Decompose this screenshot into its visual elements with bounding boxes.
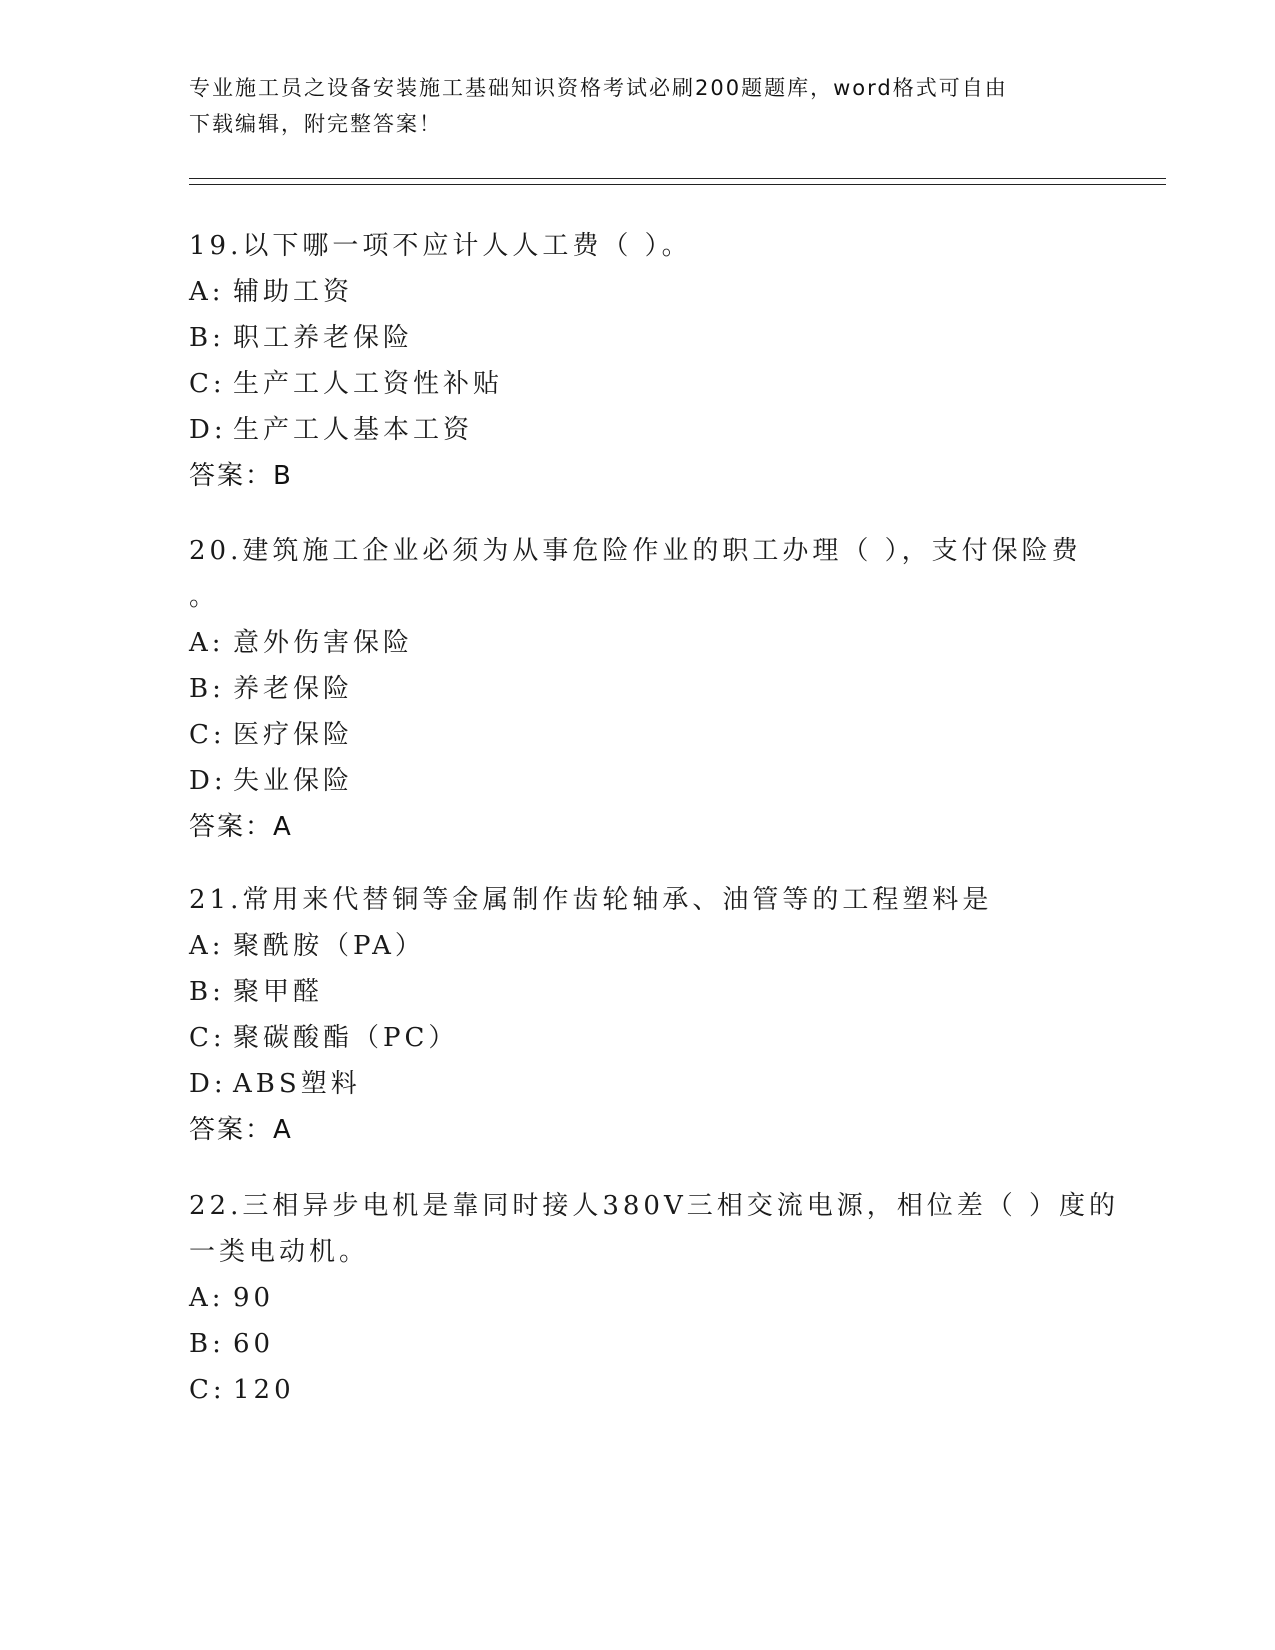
option-b: [189, 969, 1089, 1015]
option-text: 生产工人基本工资: [233, 415, 474, 445]
header-divider-bottom: [189, 184, 1166, 185]
option-c: [189, 361, 1089, 407]
header-line-2: 下载编辑，附完整答案！: [189, 112, 442, 136]
option-letter: D:: [189, 1069, 227, 1099]
option-text: 120: [233, 1375, 295, 1405]
option-letter: B:: [189, 977, 225, 1007]
option-text: 聚碳酸酯（PC）: [233, 1023, 459, 1053]
option-c: [189, 1015, 1089, 1061]
option-text: 聚甲醛: [233, 977, 324, 1007]
question-stem: 21.常用来代替铜等金属制作齿轮轴承、油管等的工程塑料是: [189, 885, 993, 915]
option-text: 养老保险: [233, 674, 354, 704]
option-letter: C:: [189, 1023, 226, 1053]
option-c: [189, 1367, 1089, 1413]
option-a: [189, 269, 1089, 315]
option-text: 医疗保险: [233, 720, 354, 750]
option-letter: A:: [189, 931, 225, 961]
option-letter: C:: [189, 369, 226, 399]
option-text: 60: [233, 1329, 275, 1359]
question-stem: 20.建筑施工企业必须为从事危险作业的职工办理（ ），支付保险费: [189, 536, 1082, 566]
option-text: ABS塑料: [233, 1069, 361, 1099]
option-letter: A:: [189, 277, 225, 307]
header-line-1: 专业施工员之设备安装施工基础知识资格考试必刷200题题库，word格式可自由: [189, 76, 1008, 100]
option-text: 意外伤害保险: [233, 628, 414, 658]
option-c: [189, 712, 1089, 758]
option-b: [189, 666, 1089, 712]
option-b: [189, 1321, 1089, 1367]
question-20: [189, 528, 1089, 850]
option-letter: C:: [189, 720, 226, 750]
option-letter: B:: [189, 674, 225, 704]
option-d: [189, 758, 1089, 804]
question-stem: 19.以下哪一项不应计人人工费（ ）。: [189, 231, 692, 261]
question-stem-continuation: 一类电动机。: [189, 1237, 370, 1267]
question-22: [189, 1183, 1120, 1413]
document-header: [189, 70, 1089, 142]
option-d: [189, 407, 1089, 453]
option-text: 职工养老保险: [233, 323, 414, 353]
question-stem: 22.三相异步电机是靠同时接人380V三相交流电源，相位差（ ）度的: [189, 1191, 1120, 1221]
option-a: [189, 1275, 1089, 1321]
option-letter: B:: [189, 1329, 225, 1359]
answer: 答案：A: [189, 1115, 293, 1145]
option-text: 生产工人工资性补贴: [233, 369, 504, 399]
answer: 答案：B: [189, 461, 293, 491]
option-letter: D:: [189, 766, 227, 796]
option-a: [189, 620, 1089, 666]
option-text: 90: [233, 1283, 275, 1313]
option-letter: C:: [189, 1375, 226, 1405]
option-text: 辅助工资: [233, 277, 354, 307]
option-letter: B:: [189, 323, 225, 353]
option-letter: D:: [189, 415, 227, 445]
option-text: 聚酰胺（PA）: [233, 931, 425, 961]
answer: 答案：A: [189, 812, 293, 842]
option-d: [189, 1061, 1089, 1107]
option-text: 失业保险: [233, 766, 354, 796]
option-letter: A:: [189, 628, 225, 658]
question-21: [189, 877, 1089, 1153]
question-19: [189, 223, 1089, 499]
header-divider-top: [189, 178, 1166, 179]
option-a: [189, 923, 1089, 969]
question-stem-continuation: 。: [189, 582, 220, 612]
option-letter: A:: [189, 1283, 225, 1313]
option-b: [189, 315, 1089, 361]
